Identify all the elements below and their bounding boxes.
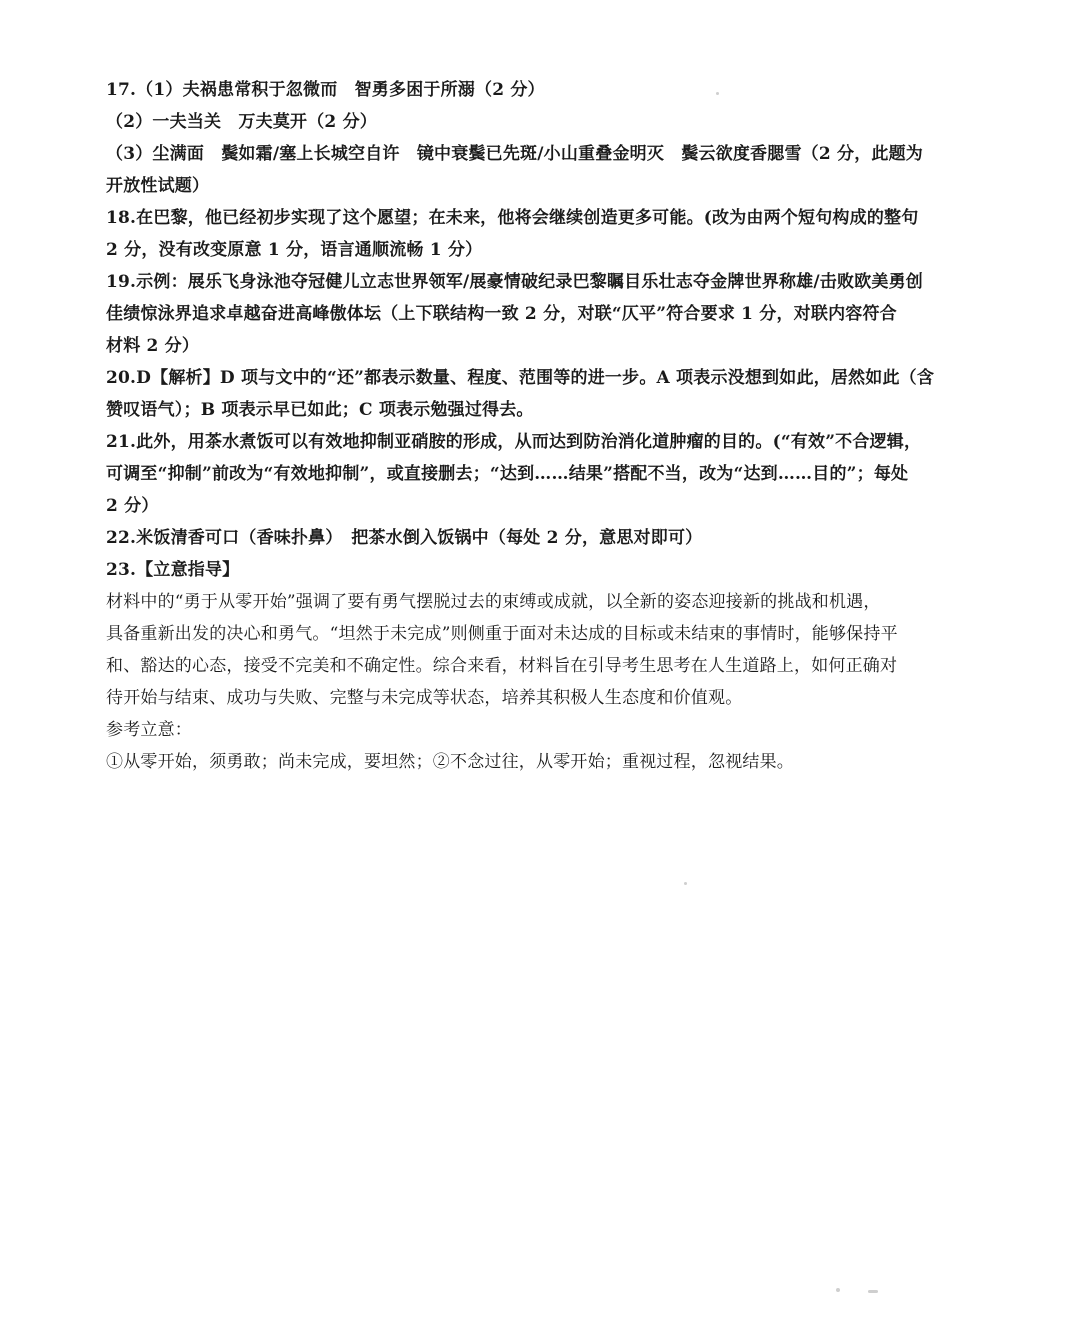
answer-17-line-1: 17.（1）夫祸患常积于忽微而 智勇多困于所溺（2 分） <box>106 80 545 100</box>
answer-20-line-2: 赞叹语气）；B 项表示早已如此；C 项表示勉强过得去。 <box>106 400 534 420</box>
answer-23-paragraph-line-1: 材料中的“勇于从零开始”强调了要有勇气摆脱过去的束缚或成就，以全新的姿态迎接新的挑战和机遇， <box>106 592 881 612</box>
answer-17-line-3: （3）尘满面 鬓如霜/塞上长城空自许 镜中衰鬓已先斑/小山重叠金明灭 鬓云欲度香腮雪（2 分，此题为 <box>106 144 923 164</box>
answer-18-line-2: 2 分，没有改变原意 1 分，语言通顺流畅 1 分） <box>106 240 483 260</box>
answer-21-line-2: 可调至“抑制”前改为“有效地抑制”，或直接删去；“达到……结果”搭配不当，改为“达到……目的”；每处 <box>106 464 909 484</box>
answer-18-line-1: 18.在巴黎，他已经初步实现了这个愿望；在未来，他将会继续创造更多可能。(改为由两个短句构成的整句 <box>106 208 919 228</box>
answer-23-heading: 23.【立意指导】 <box>106 560 240 580</box>
answer-19-line-2: 佳绩惊泳界追求卓越奋进高峰傲体坛（上下联结构一致 2 分，对联“仄平”符合要求 1 分，对联内容符合 <box>106 304 897 324</box>
answer-17-line-2: （2）一夫当关 万夫莫开（2 分） <box>106 112 377 132</box>
answer-21-line-3: 2 分） <box>106 496 159 516</box>
scan-speck <box>716 92 719 95</box>
answer-key-document <box>106 74 958 778</box>
reference-theme-label: 参考立意： <box>106 720 192 740</box>
scan-speck <box>836 1288 840 1292</box>
answer-19-line-3: 材料 2 分） <box>106 336 200 356</box>
scan-speck <box>868 1290 878 1293</box>
answer-23-paragraph-line-4: 待开始与结束、成功与失败、完整与未完成等状态，培养其积极人生态度和价值观。 <box>106 688 743 708</box>
answer-21-line-1: 21.此外，用茶水煮饭可以有效地抑制亚硝胺的形成，从而达到防治消化道肿瘤的目的。(“有效”不合逻辑， <box>106 432 922 452</box>
answer-17-line-4: 开放性试题） <box>106 176 210 196</box>
reference-theme-text: ①从零开始，须勇敢；尚未完成，要坦然；②不念过往，从零开始；重视过程，忽视结果。 <box>106 752 794 772</box>
answer-19-line-1: 19.示例：展乐飞身泳池夺冠健儿立志世界领军/展豪情破纪录巴黎瞩目乐壮志夺金牌世界称雄/击败欧美勇创 <box>106 272 923 292</box>
answer-22-line-1: 22.米饭清香可口（香味扑鼻） 把茶水倒入饭锅中（每处 2 分，意思对即可） <box>106 528 703 548</box>
answer-23-paragraph-line-3: 和、豁达的心态，接受不完美和不确定性。综合来看，材料旨在引导考生思考在人生道路上，如何正确对 <box>106 656 898 676</box>
answer-23-paragraph-line-2: 具备重新出发的决心和勇气。“坦然于未完成”则侧重于面对未达成的目标或未结束的事情时，能够保持平 <box>106 624 898 644</box>
answer-20-line-1: 20.D【解析】D 项与文中的“还”都表示数量、程度、范围等的进一步。A 项表示没想到如此，居然如此（含 <box>106 368 935 388</box>
scan-speck <box>684 882 687 885</box>
